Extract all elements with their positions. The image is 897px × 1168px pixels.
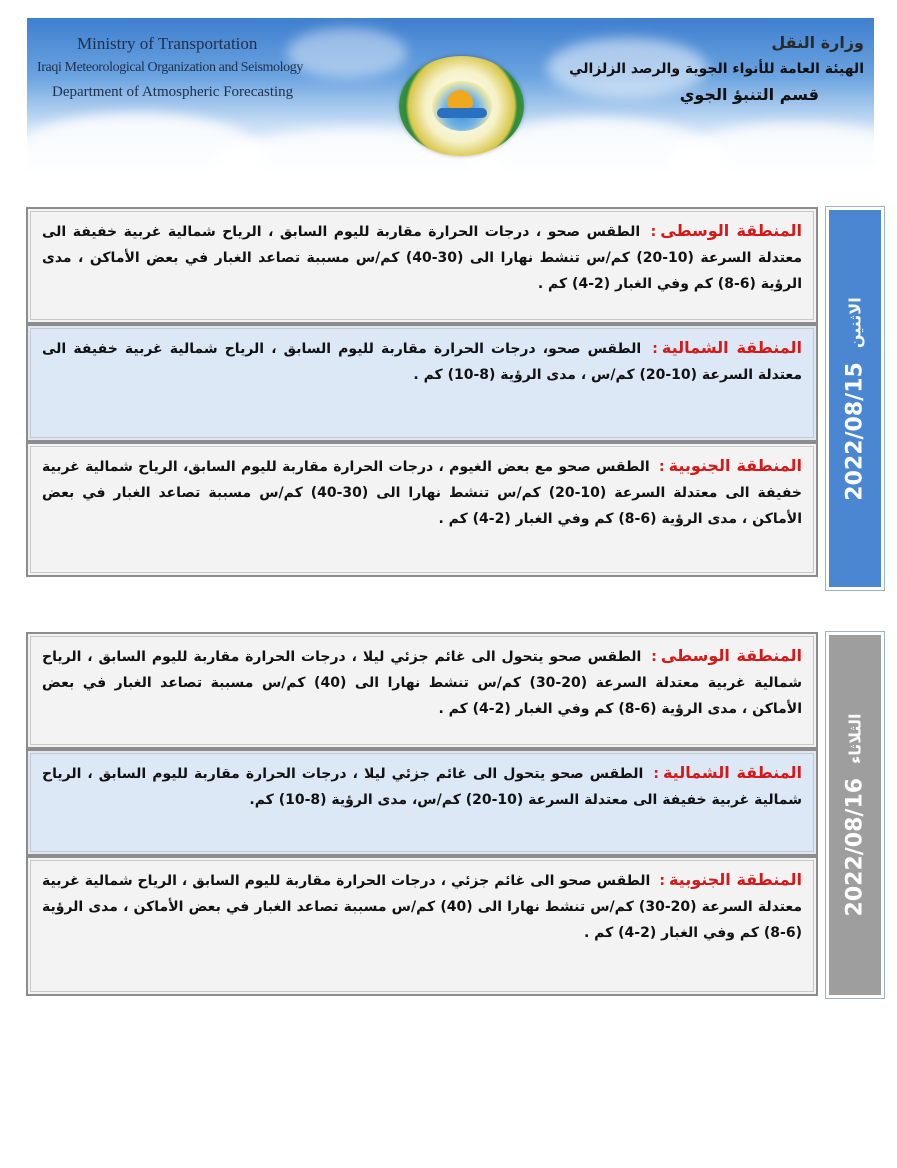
department-arabic: قسم التنبؤ الجوي [679,85,819,104]
region-name: المنطقة الجنوبية [668,870,803,889]
header-banner [27,18,874,171]
region-south: المنطقة الجنوبية: الطقس صحو مع بعض الغيوم ، درجات الحرارة مقاربة لليوم السابق، الرياح شمالية غربية خفيفة الى معتدلة السرعة (10-20) كم/س تنشط نهارا الى (30-40) كم/س مسببة تصاعد الغبار في بعض الأماكن ، مدى الرؤية (6-8) كم وفي الغبار (2-4) كم . [26,442,818,577]
ministry-arabic: وزارة النقل [771,33,864,52]
organization-english: Iraqi Meteorological Organization and Seismology [37,60,303,75]
region-north: المنطقة الشمالية: الطقس صحو، درجات الحرارة مقاربة لليوم السابق ، الرياح شمالية غربية خفيفة الى معتدلة السرعة (10-20) كم/س ، مدى الرؤية (8-10) كم . [26,324,818,442]
region-forecast: الطقس صحو يتحول الى غائم جزئي ليلا ، درجات الحرارة مقاربة لليوم السابق ، الرياح شمالية غربية معتدلة السرعة (20-30) كم/س تنشط نهارا الى (40) كم/س مسببة تصاعد الغبار في بعض الأماكن ، مدى الرؤية (6-8) كم وفي الغبار (2-4) كم . [42,649,802,717]
day-2-regions [26,632,818,998]
forecast-day-2 [26,632,884,998]
region-forecast: الطقس صحو ، درجات الحرارة مقاربة لليوم السابق ، الرياح شمالية غربية خفيفة الى معتدلة السرعة (10-20) كم/س تنشط نهارا الى (30-40) كم/س مسببة تصاعد الغبار في بعض الأماكن ، مدى الرؤية (6-8) كم وفي الغبار (2-4) كم . [42,224,802,292]
region-forecast: الطقس صحو الى غائم جزئي ، درجات الحرارة مقاربة لليوم السابق ، الرياح شمالية غربية معتدلة السرعة (20-30) كم/س تنشط نهارا الى (40) كم/س مسببة تصاعد الغبار في بعض الأماكن ، مدى الرؤية (6-8) كم وفي الغبار (2-4) كم . [42,873,802,941]
date-label: 2022/08/15 [842,361,868,501]
date-bar [826,207,884,590]
date-label: 2022/08/16 [842,777,868,917]
arabic-header [524,30,864,108]
department-english: Department of Atmospheric Forecasting [52,84,294,100]
region-central: المنطقة الوسطى: الطقس صحو يتحول الى غائم جزئي ليلا ، درجات الحرارة مقاربة لليوم السابق ، الرياح شمالية غربية معتدلة السرعة (20-30) كم/س تنشط نهارا الى (40) كم/س مسببة تصاعد الغبار في بعض الأماكن ، مدى الرؤية (6-8) كم وفي الغبار (2-4) كم . [26,632,818,749]
region-south: المنطقة الجنوبية: الطقس صحو الى غائم جزئي ، درجات الحرارة مقاربة لليوم السابق ، الرياح شمالية غربية معتدلة السرعة (20-30) كم/س تنشط نهارا الى (40) كم/س مسببة تصاعد الغبار في بعض الأماكن ، مدى الرؤية (6-8) كم وفي الغبار (2-4) كم . [26,856,818,996]
region-name: المنطقة الشمالية [661,338,803,357]
region-name: المنطقة الشمالية [662,763,802,782]
region-name: المنطقة الوسطى [660,646,802,665]
day-1-regions [26,207,818,590]
day-name: الثلاثاء [845,713,865,764]
organization-arabic: الهيئة العامة للأنواء الجوية والرصد الزلزالي [569,61,864,77]
region-name: المنطقة الوسطى [660,221,803,240]
region-forecast: الطقس صحو، درجات الحرارة مقاربة لليوم السابق ، الرياح شمالية غربية خفيفة الى معتدلة السرعة (10-20) كم/س ، مدى الرؤية (8-10) كم . [42,341,802,383]
ministry-english: Ministry of Transportation [77,34,258,53]
organization-logo [399,56,524,156]
region-forecast: الطقس صحو مع بعض الغيوم ، درجات الحرارة مقاربة لليوم السابق، الرياح شمالية غربية خفيفة الى معتدلة السرعة (10-20) كم/س تنشط نهارا الى (30-40) كم/س مسببة تصاعد الغبار في بعض الأماكن ، مدى الرؤية (6-8) كم وفي الغبار (2-4) كم . [42,459,802,527]
date-bar [826,632,884,998]
region-name: المنطقة الجنوبية [668,456,803,475]
forecast-day-1 [26,207,884,590]
day-name: الاثنين [845,296,865,348]
region-central: المنطقة الوسطى: الطقس صحو ، درجات الحرارة مقاربة لليوم السابق ، الرياح شمالية غربية خفيفة الى معتدلة السرعة (10-20) كم/س تنشط نهارا الى (30-40) كم/س مسببة تصاعد الغبار في بعض الأماكن ، مدى الرؤية (6-8) كم وفي الغبار (2-4) كم . [26,207,818,324]
region-forecast: الطقس صحو يتحول الى غائم جزئي ليلا ، درجات الحرارة مقاربة لليوم السابق ، الرياح شمالية غربية خفيفة الى معتدلة السرعة (10-20) كم/س، مدى الرؤية (8-10) كم. [42,766,802,808]
english-header [37,32,337,104]
region-north: المنطقة الشمالية: الطقس صحو يتحول الى غائم جزئي ليلا ، درجات الحرارة مقاربة لليوم السابق ، الرياح شمالية غربية خفيفة الى معتدلة السرعة (10-20) كم/س، مدى الرؤية (8-10) كم. [26,749,818,856]
